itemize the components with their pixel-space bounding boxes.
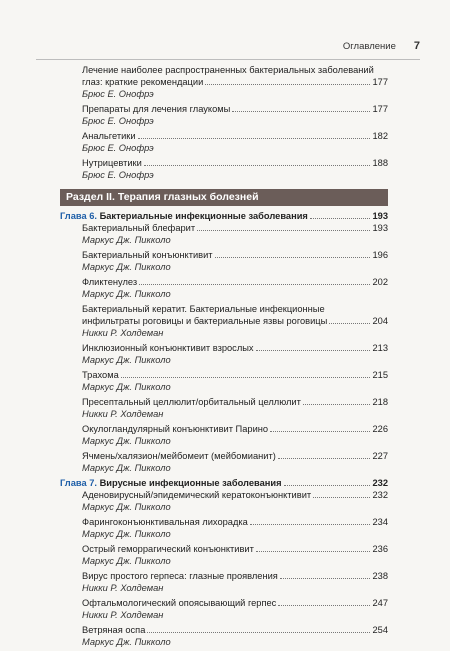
entry-page: 227 — [372, 451, 388, 461]
entry-page: 238 — [372, 571, 388, 581]
entry-author: Никки Р. Холдеман — [82, 409, 164, 419]
entry-title-line: Офтальмологический опоясывающий герпес — [82, 598, 277, 608]
toc-entry — [60, 222, 388, 246]
toc-entry — [60, 597, 388, 621]
entry-title-line: Анальгетики — [82, 131, 136, 141]
toc-entry — [60, 303, 388, 339]
entry-author: Брюс Е. Онофрэ — [82, 170, 154, 180]
header-rule — [36, 59, 420, 60]
entry-author: Маркус Дж. Пикколо — [82, 289, 171, 299]
entry-page: 215 — [372, 370, 388, 380]
toc-entry — [60, 64, 388, 100]
dot-leader — [313, 497, 370, 498]
dot-leader — [197, 230, 370, 231]
entry-author: Маркус Дж. Пикколо — [82, 262, 171, 272]
toc-entry — [60, 543, 388, 567]
dot-leader — [256, 551, 371, 552]
entry-page: 213 — [372, 343, 388, 353]
entry-author: Маркус Дж. Пикколо — [82, 556, 171, 566]
entry-title-line: инфильтраты роговицы и бактериальные язвы роговицы — [82, 316, 328, 326]
entry-title-line: Бактериальный блефарит — [82, 223, 196, 233]
entry-title-line: Пресептальный целлюлит/орбитальный целлюлит — [82, 397, 301, 407]
entry-page: 182 — [372, 131, 388, 141]
entry-title-line: Окулогландулярный конъюнктивит Парино — [82, 424, 269, 434]
dot-leader — [270, 431, 370, 432]
entry-page: 193 — [372, 223, 388, 233]
entry-author: Никки Р. Холдеман — [82, 610, 164, 620]
entry-author: Маркус Дж. Пикколо — [82, 382, 171, 392]
entry-page: 218 — [372, 397, 388, 407]
dot-leader — [138, 138, 371, 139]
entry-author: Никки Р. Холдеман — [82, 583, 164, 593]
dot-leader — [303, 404, 371, 405]
dot-leader — [144, 165, 371, 166]
entry-page: 236 — [372, 544, 388, 554]
chapter-heading — [60, 210, 388, 222]
entry-author: Маркус Дж. Пикколо — [82, 502, 171, 512]
chapter-6 — [60, 210, 388, 474]
toc-entry — [60, 130, 388, 154]
chapter-title: Бактериальные инфекционные заболевания — [99, 211, 308, 221]
page-number: 7 — [413, 40, 420, 52]
toc-entry — [60, 157, 388, 181]
chapter-page: 193 — [372, 211, 388, 221]
toc-entry — [60, 624, 388, 648]
entry-author: Брюс Е. Онофрэ — [82, 116, 154, 126]
toc-entry — [60, 342, 388, 366]
dot-leader — [310, 218, 371, 219]
dot-leader — [139, 284, 370, 285]
entry-author: Никки Р. Холдеман — [82, 328, 164, 338]
dot-leader — [121, 377, 371, 378]
section-heading: Раздел II. Терапия глазных болезней — [60, 189, 388, 206]
entry-title-line: Ветряная оспа — [82, 625, 146, 635]
chapter-page: 232 — [372, 478, 388, 488]
dot-leader — [284, 485, 371, 486]
entry-title-line: глаз: краткие рекомендации — [82, 77, 204, 87]
dot-leader — [256, 350, 371, 351]
dot-leader — [147, 632, 370, 633]
entry-author: Маркус Дж. Пикколо — [82, 637, 171, 647]
toc-entry — [60, 103, 388, 127]
entry-page: 226 — [372, 424, 388, 434]
entry-page: 234 — [372, 517, 388, 527]
entry-author: Маркус Дж. Пикколо — [82, 529, 171, 539]
entry-page: 254 — [372, 625, 388, 635]
entry-title-line: Инклюзионный конъюнктивит взрослых — [82, 343, 254, 353]
dot-leader — [278, 458, 371, 459]
dot-leader — [278, 605, 370, 606]
entry-title-line: Фарингоконъюнктивальная лихорадка — [82, 517, 248, 527]
entry-author: Маркус Дж. Пикколо — [82, 463, 171, 473]
entry-author: Брюс Е. Онофрэ — [82, 89, 154, 99]
entry-page: 177 — [372, 77, 388, 87]
entry-author: Маркус Дж. Пикколо — [82, 355, 171, 365]
entry-page: 232 — [372, 490, 388, 500]
entry-title-line: Бактериальный конъюнктивит — [82, 250, 213, 260]
entry-title-line: Лечение наиболее распространенных бактериальных заболеваний — [82, 65, 374, 75]
entry-title-line: Ячмень/халязион/мейбомеит (мейбомианит) — [82, 451, 276, 461]
dot-leader — [215, 257, 371, 258]
chapter-number: Глава 6. — [60, 211, 97, 221]
entry-title-line: Нутрицевтики — [82, 158, 142, 168]
dot-leader — [329, 323, 370, 324]
entry-author: Брюс Е. Онофрэ — [82, 143, 154, 153]
entry-title-line: Острый геморрагический конъюнктивит — [82, 544, 254, 554]
entry-title-line: Препараты для лечения глаукомы — [82, 104, 231, 114]
dot-leader — [280, 578, 371, 579]
chapter-number: Глава 7. — [60, 478, 97, 488]
entry-page: 202 — [372, 277, 388, 287]
toc-entry — [60, 249, 388, 273]
toc-entry — [60, 396, 388, 420]
entry-title-line: Трахома — [82, 370, 119, 380]
toc-entry — [60, 516, 388, 540]
dot-leader — [205, 84, 370, 85]
entry-title-line: Вирус простого герпеса: глазные проявления — [82, 571, 278, 581]
chapter-heading — [60, 477, 388, 489]
toc-content — [60, 64, 388, 651]
entry-page: 196 — [372, 250, 388, 260]
toc-entry — [60, 276, 388, 300]
entry-page: 204 — [372, 316, 388, 326]
toc-entry — [60, 489, 388, 513]
page-header — [36, 36, 420, 56]
chapter-title: Вирусные инфекционные заболевания — [99, 478, 282, 488]
toc-entry — [60, 450, 388, 474]
toc-entry — [60, 423, 388, 447]
entry-title-line: Аденовирусный/эпидемический кератоконъюнктивит — [82, 490, 312, 500]
entry-title-line: Фликтенулез — [82, 277, 138, 287]
toc-entry — [60, 570, 388, 594]
chapter-7 — [60, 477, 388, 648]
entry-page: 177 — [372, 104, 388, 114]
running-title: Оглавление — [342, 40, 396, 52]
entry-title-line: Бактериальный кератит. Бактериальные инфекционные — [82, 304, 325, 314]
dot-leader — [250, 524, 371, 525]
entry-author: Маркус Дж. Пикколо — [82, 436, 171, 446]
toc-entry — [60, 369, 388, 393]
entry-author: Маркус Дж. Пикколо — [82, 235, 171, 245]
dot-leader — [232, 111, 370, 112]
entry-page: 247 — [372, 598, 388, 608]
entry-page: 188 — [372, 158, 388, 168]
